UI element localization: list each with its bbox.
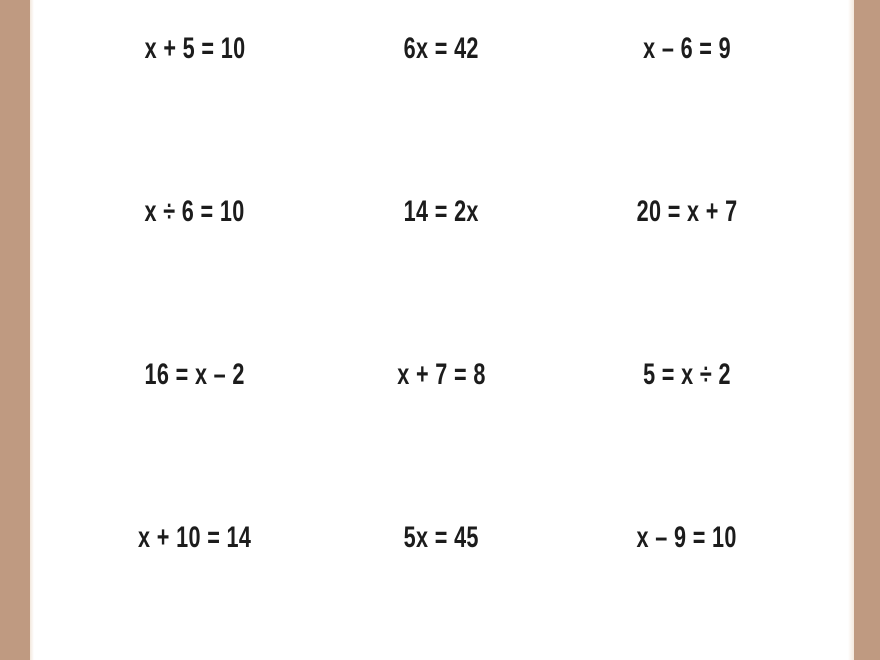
equation-text: 20 = x + 7	[636, 194, 738, 228]
equation-text: 14 = 2x	[403, 194, 479, 228]
equation-cell	[564, 456, 810, 619]
equation-cell	[72, 0, 318, 130]
equation-text: x – 9 = 10	[636, 520, 738, 554]
equation-cell	[318, 456, 564, 619]
equation-cell	[318, 0, 564, 130]
equation-text: 16 = x – 2	[144, 357, 246, 391]
equation-cell	[318, 130, 564, 293]
equation-cell	[72, 456, 318, 619]
equation-cell	[72, 130, 318, 293]
equation-text: 5 = x ÷ 2	[643, 357, 731, 391]
equation-cell	[318, 293, 564, 456]
equation-text: x + 7 = 8	[396, 357, 486, 391]
equation-text: x + 10 = 14	[138, 520, 252, 554]
page-backdrop-left	[0, 0, 34, 660]
equation-text: x + 5 = 10	[144, 31, 246, 65]
equation-text: 6x = 42	[403, 31, 479, 65]
equation-grid	[34, 0, 848, 619]
equation-cell	[564, 130, 810, 293]
page-backdrop-right	[848, 0, 880, 660]
equation-cell	[72, 293, 318, 456]
worksheet-page	[34, 0, 848, 660]
equation-cell	[564, 0, 810, 130]
equation-cell	[564, 293, 810, 456]
equation-text: x – 6 = 9	[643, 31, 731, 65]
equation-text: x ÷ 6 = 10	[144, 194, 246, 228]
equation-text: 5x = 45	[403, 520, 479, 554]
